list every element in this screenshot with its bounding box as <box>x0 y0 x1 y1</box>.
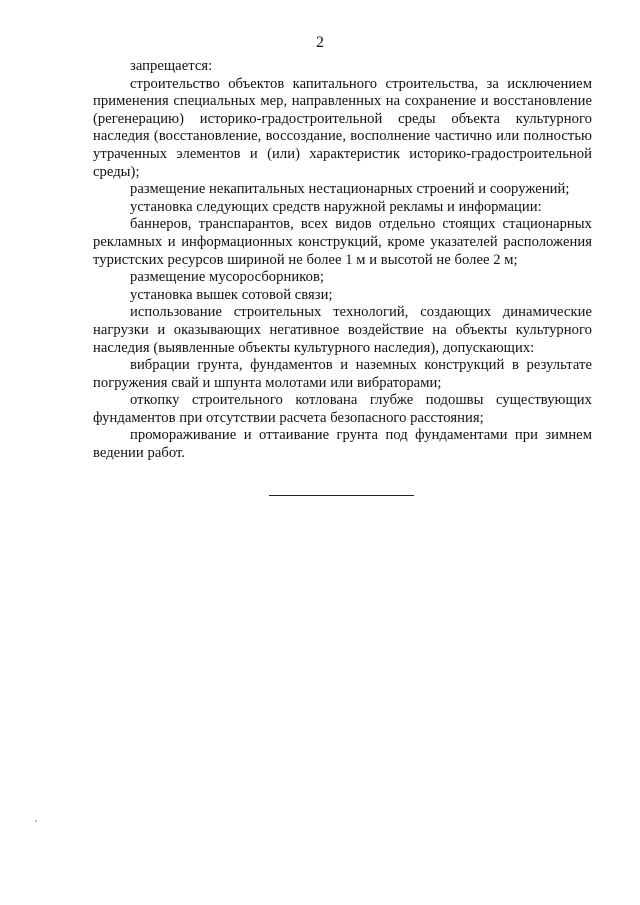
paragraph-capital-construction: строительство объектов капитального строительства, за исключением применения специальных мер, направленных на сохранение и восстановление (регенерацию) историко-градостроительной среды объекта культурного наследия (восстановление, воссоздание, восполнение частично или полностью утраченных элементов и (или) характеристик историко-градостроительной среды); <box>93 75 592 180</box>
paragraph-excavation: откопку строительного котлована глубже подошвы существующих фундаментов при отсутствии расчета безопасного расстояния; <box>93 392 592 426</box>
document-body <box>93 58 592 463</box>
paragraph-prohibited-intro: запрещается: <box>130 58 213 74</box>
paragraph-temporary-structures: размещение некапитальных нестационарных строений и сооружений; <box>130 181 570 198</box>
paragraph-freezing: промораживание и оттаивание грунта под фундаментами при зимнем ведении работ. <box>93 427 592 462</box>
paragraph-construction-technologies: использование строительных технологий, создающих динамические нагрузки и оказывающих негативное воздействие на объекты культурного наследия (выявленные объекты культурного наследия), допускающих: <box>93 304 592 356</box>
end-separator-line <box>269 495 414 496</box>
paragraph-banners: баннеров, транспарантов, всех видов отдельно стоящих стационарных рекламных и информационных конструкций, кроме указателей расположения туристских ресурсов шириной не более 1 м и высотой не более 2 м; <box>93 216 592 268</box>
scan-artifact <box>35 820 37 822</box>
paragraph-waste-bins: размещение мусоросборников; <box>130 269 325 286</box>
paragraph-advertising-intro: установка следующих средств наружной рекламы и информации: <box>130 198 542 215</box>
paragraph-cell-towers: установка вышек сотовой связи; <box>130 286 333 303</box>
page-number: 2 <box>316 34 324 51</box>
paragraph-vibrations: вибрации грунта, фундаментов и наземных конструкций в результате погружения свай и шпунта молотами или вибраторами; <box>93 357 592 391</box>
